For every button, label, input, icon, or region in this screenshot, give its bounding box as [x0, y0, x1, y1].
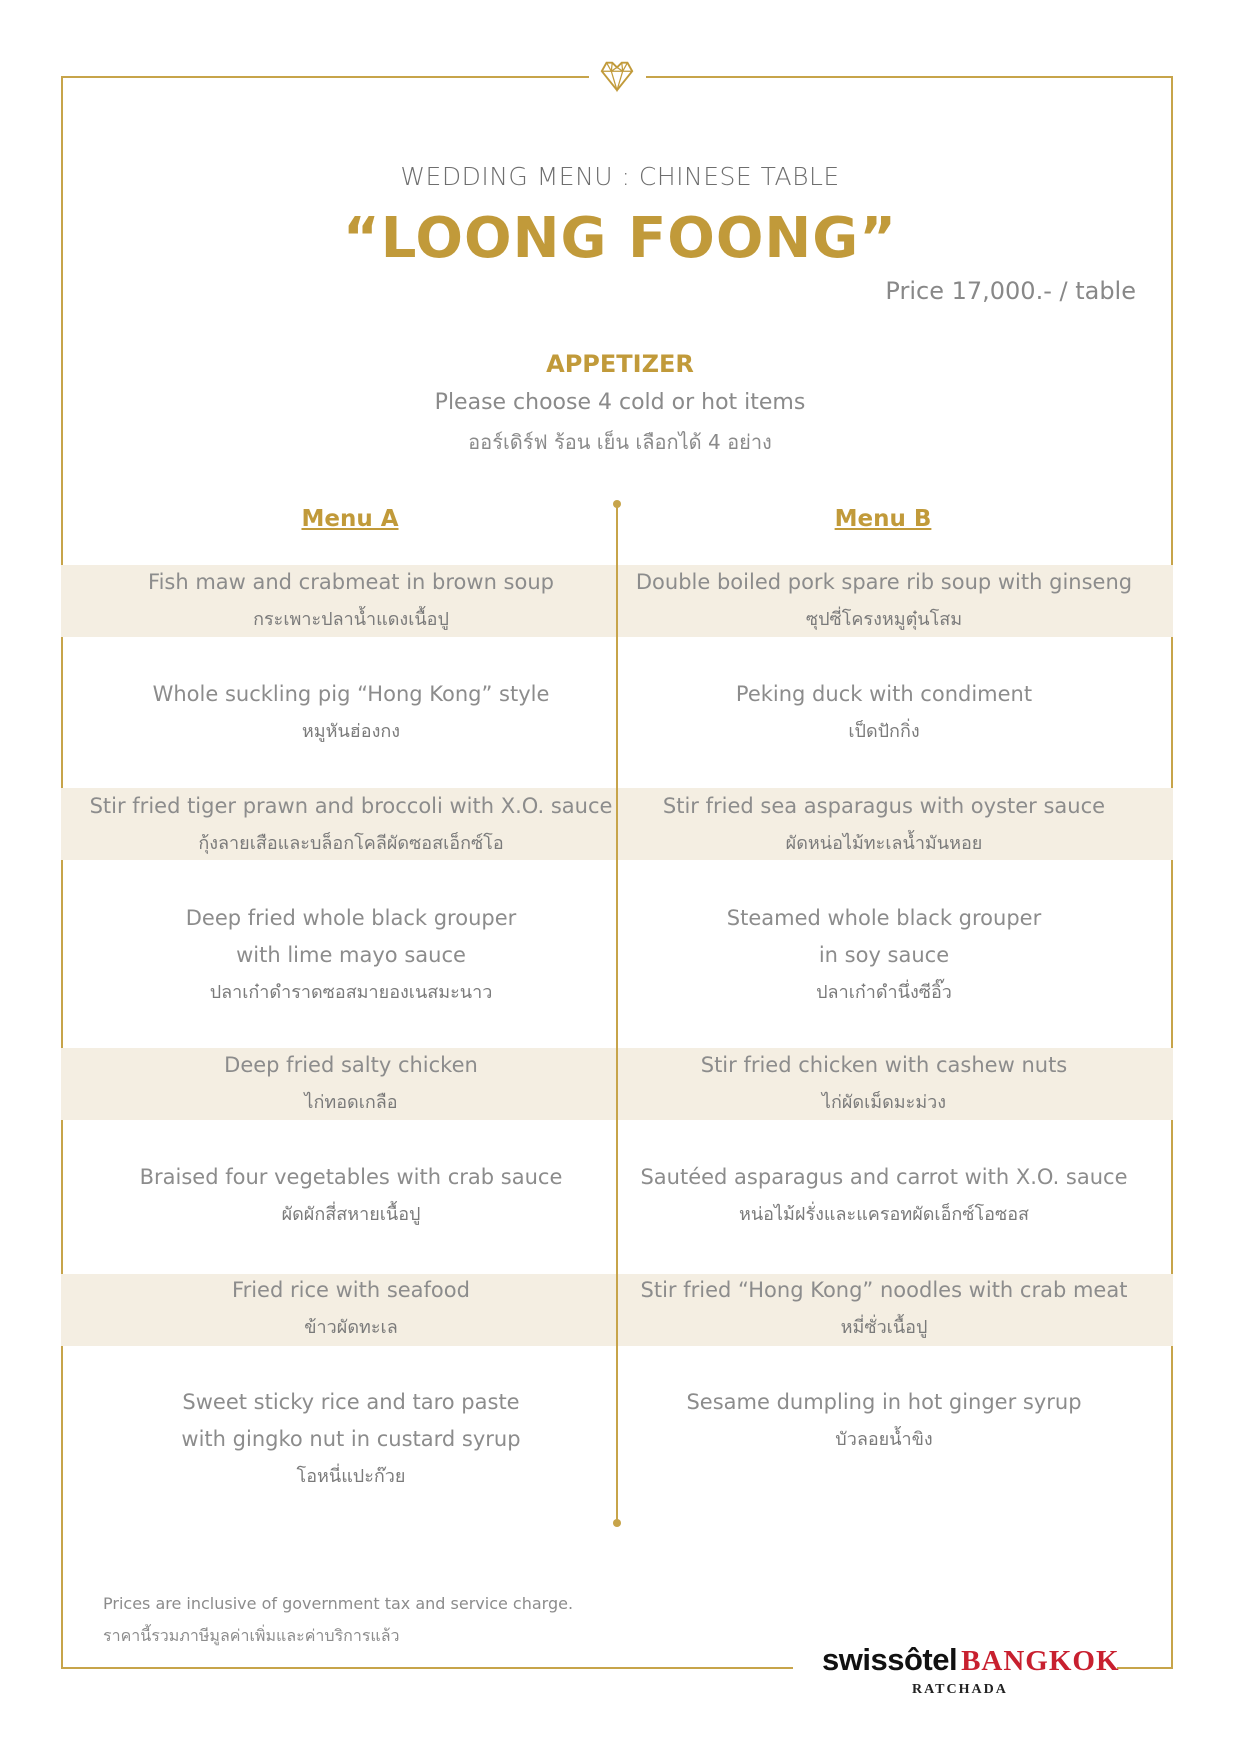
price-label: Price 17,000.- / table	[885, 277, 1136, 305]
frame-top-left	[61, 76, 589, 78]
menu-b-item-7-th: หมี่ซั่วเนื้อปู	[840, 1317, 928, 1338]
menu-a-item-1-en: Fish maw and crabmeat in brown soup	[148, 570, 554, 594]
frame-bottom-right	[1117, 1667, 1173, 1669]
menu-b-item-2-en: Peking duck with condiment	[735, 682, 1033, 706]
menu-b-item-8-en: Sesame dumpling in hot ginger syrup	[686, 1390, 1082, 1414]
menu-a-item-7-th: ข้าวผัดทะเล	[304, 1317, 398, 1338]
menu-a-item-5	[86, 1047, 616, 1121]
menu-a-item-3-th: กุ้งลายเสือและบล็อกโคลีผัดซอสเอ็กซ์โอ	[198, 833, 504, 854]
menu-a-item-6-en: Braised four vegetables with crab sauce	[139, 1165, 563, 1189]
menu-b-item-5	[619, 1047, 1149, 1121]
menu-a-item-3-en: Stir fried tiger prawn and broccoli with X.O. sauce	[89, 794, 613, 818]
menu-b-item-4-en: Steamed whole black grouper	[726, 906, 1042, 930]
brand-logo	[822, 1642, 1120, 1678]
menu-a-item-4-en: Deep fried whole black grouper	[185, 906, 517, 930]
menu-a-item-2-en: Whole suckling pig “Hong Kong” style	[152, 682, 550, 706]
menu-b-item-8	[619, 1384, 1149, 1458]
menu-b-item-3-th: ผัดหน่อไม้ทะเลน้ำมันหอย	[785, 833, 983, 854]
menu-a-item-5-th: ไก่ทอดเกลือ	[304, 1092, 398, 1113]
frame-top-right	[646, 76, 1173, 78]
menu-a-item-4-en-2: with lime mayo sauce	[236, 943, 466, 967]
menu-a-item-6	[86, 1159, 616, 1233]
menu-subtitle: WEDDING MENU : CHINESE TABLE	[400, 162, 840, 191]
brand-area: RATCHADA	[912, 1682, 1008, 1697]
menu-a-item-3	[86, 788, 616, 862]
menu-b-item-6-th: หน่อไม้ฝรั่งและแครอทผัดเอ็กซ์โอซอส	[739, 1204, 1029, 1225]
column-header-menu-b: Menu B	[834, 506, 932, 532]
appetizer-title: APPETIZER	[546, 350, 694, 378]
menu-a-item-8-th: โอหนี่แปะก๊วย	[296, 1466, 406, 1487]
footer-note-th: ราคานี้รวมภาษีมูลค่าเพิ่มและค่าบริการแล้ว	[103, 1626, 400, 1645]
frame-right	[1171, 76, 1173, 1669]
appetizer-instruction-en: Please choose 4 cold or hot items	[434, 390, 806, 415]
footer-note-en: Prices are inclusive of government tax and service charge.	[103, 1594, 574, 1613]
menu-b-item-3-en: Stir fried sea asparagus with oyster sauce	[662, 794, 1106, 818]
menu-a-item-5-en: Deep fried salty chicken	[224, 1053, 478, 1077]
menu-b-item-3	[619, 788, 1149, 862]
menu-a-item-1-th: กระเพาะปลาน้ำแดงเนื้อปู	[253, 609, 449, 630]
menu-b-item-1-th: ซุปซี่โครงหมูตุ๋นโสม	[805, 609, 963, 630]
menu-b-item-5-en: Stir fried chicken with cashew nuts	[700, 1053, 1068, 1077]
menu-b-item-4-th: ปลาเก๋าดำนึ่งซีอิ๊ว	[816, 982, 952, 1003]
brand-city: BANGKOK	[961, 1645, 1120, 1677]
appetizer-instruction-th: ออร์เดิร์ฟ ร้อน เย็น เลือกได้ 4 อย่าง	[468, 430, 772, 454]
frame-bottom-left	[61, 1667, 793, 1669]
heart-diamond-icon	[598, 56, 636, 94]
menu-b-item-4	[619, 900, 1149, 1011]
menu-b-item-1	[619, 564, 1149, 638]
menu-b-item-6-en: Sautéed asparagus and carrot with X.O. sauce	[640, 1165, 1128, 1189]
menu-b-item-5-th: ไก่ผัดเม็ดมะม่วง	[821, 1092, 947, 1113]
menu-a-item-7-en: Fried rice with seafood	[232, 1278, 470, 1302]
menu-a-item-8-en-2: with gingko nut in custard syrup	[181, 1427, 521, 1451]
menu-a-item-4-th: ปลาเก๋าดำราดซอสมายองเนสมะนาว	[209, 982, 493, 1003]
menu-a-item-1	[86, 564, 616, 638]
menu-a-item-6-th: ผัดผักสี่สหายเนื้อปู	[281, 1204, 421, 1225]
menu-a-item-8-en: Sweet sticky rice and taro paste	[182, 1390, 520, 1414]
frame-left	[61, 76, 63, 1669]
menu-b-item-6	[619, 1159, 1149, 1233]
menu-b-item-8-th: บัวลอยน้ำขิง	[835, 1429, 933, 1450]
menu-b-item-7	[619, 1272, 1149, 1346]
brand-name: swissôtel	[822, 1642, 958, 1677]
menu-a-item-2-th: หมูหันฮ่องกง	[301, 721, 401, 742]
column-header-menu-a: Menu A	[301, 506, 399, 532]
menu-b-item-7-en: Stir fried “Hong Kong” noodles with crab meat	[640, 1278, 1128, 1302]
divider-dot-top	[613, 500, 621, 508]
menu-b-item-1-en: Double boiled pork spare rib soup with ginseng	[635, 570, 1133, 594]
menu-a-item-4	[86, 900, 616, 1011]
divider-dot-bottom	[613, 1519, 621, 1527]
menu-b-item-2	[619, 676, 1149, 750]
menu-a-item-2	[86, 676, 616, 750]
menu-a-item-8	[86, 1384, 616, 1495]
menu-a-item-7	[86, 1272, 616, 1346]
menu-title: “LOONG FOONG”	[342, 206, 898, 271]
column-divider	[616, 505, 618, 1523]
menu-b-item-2-th: เป็ดปักกิ่ง	[848, 721, 920, 742]
menu-b-item-4-en-2: in soy sauce	[818, 943, 950, 967]
